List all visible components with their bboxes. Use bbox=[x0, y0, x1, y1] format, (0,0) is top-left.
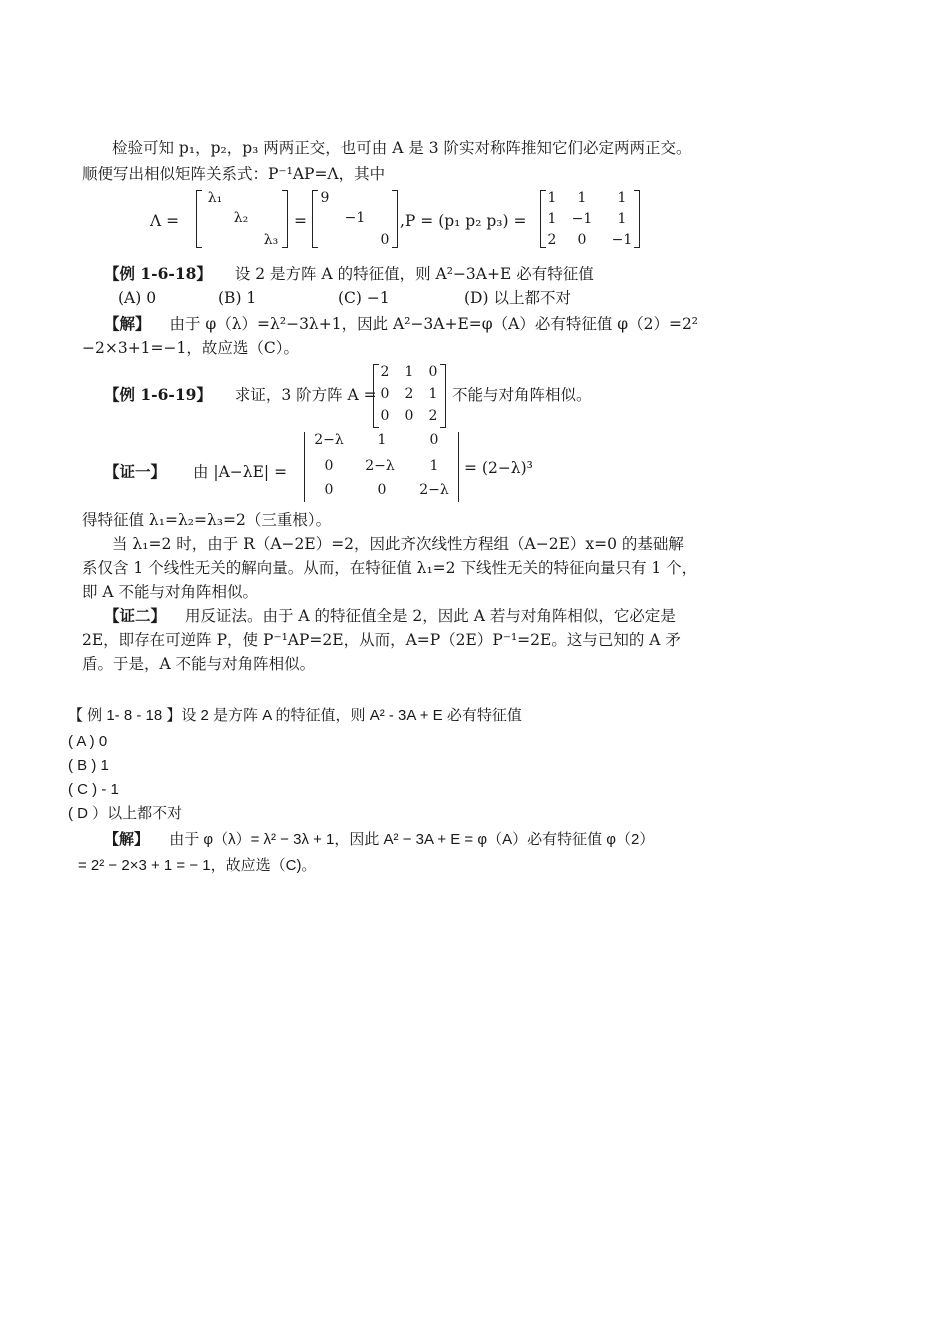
det-cell-3-1: 0 bbox=[324, 482, 334, 498]
solution-line-1 bbox=[104, 314, 698, 334]
num-diag-2: −1 bbox=[344, 210, 366, 226]
proof-1-line bbox=[104, 462, 287, 482]
num-diag-3: 0 bbox=[380, 232, 390, 248]
ex19-cell-2-3: 1 bbox=[428, 386, 438, 402]
det-cell-1-3: 0 bbox=[429, 432, 439, 448]
example-19-tail: 不能与对角阵相似。 bbox=[452, 386, 592, 404]
det-cell-1-2: 1 bbox=[377, 432, 387, 448]
p-cell-2-3: 1 bbox=[617, 211, 627, 227]
scan-line-1: 检验可知 p₁，p₂，p₃ 两两正交，也可由 A 是 3 阶实对称阵推知它们必定两两正交。 bbox=[112, 139, 692, 157]
proof-2-line-1 bbox=[104, 606, 676, 626]
example-19-text: 求证，3 阶方阵 A = bbox=[234, 386, 377, 404]
para1-line-1: 当 λ₁=2 时，由于 R（A−2E）=2，因此齐次线性方程组（A−2E）x=0 的基础解 bbox=[112, 535, 684, 553]
p-cell-3-1: 2 bbox=[547, 232, 557, 248]
p-matrix-right-bracket bbox=[634, 190, 640, 248]
example-18-option-a: (A) 0 bbox=[118, 289, 157, 307]
example-18-text: 设 2 是方阵 A 的特征值，则 A²−3A+E 必有特征值 bbox=[234, 265, 594, 283]
typed-solution-text-2: = 2² − 2×3 + 1 = − 1，故应选（C)。 bbox=[78, 857, 317, 874]
det-result: = (2−λ)³ bbox=[464, 459, 533, 477]
proof-2-text-3: 盾。于是，A 不能与对角阵相似。 bbox=[82, 655, 316, 673]
det-cell-2-1: 0 bbox=[324, 458, 334, 474]
example-18-line bbox=[104, 264, 594, 284]
det-cell-3-2: 0 bbox=[377, 482, 387, 498]
p-cell-1-2: 1 bbox=[577, 190, 587, 206]
example-18-label: 【例 1-6-18】 bbox=[104, 264, 212, 283]
lambda-diag-1: λ₁ bbox=[207, 190, 223, 206]
det-cell-2-3: 1 bbox=[429, 458, 439, 474]
solution-text-2: −2×3+1=−1，故应选（C）。 bbox=[82, 339, 299, 357]
proof-2-text-2: 2E，即存在可逆阵 P，使 P⁻¹AP=2E，从而，A=P（2E）P⁻¹=2E。这与已知的 A 矛 bbox=[82, 631, 681, 649]
num-diag-1: 9 bbox=[320, 190, 330, 206]
ex19-cell-1-3: 0 bbox=[428, 364, 438, 380]
ex19-cell-2-1: 0 bbox=[380, 386, 390, 402]
ex19-cell-2-2: 2 bbox=[404, 386, 414, 402]
matrix-equals: = bbox=[294, 212, 307, 230]
det-left-bar bbox=[304, 432, 305, 502]
proof-2-text-1: 用反证法。由于 A 的特征值全是 2，因此 A 若与对角阵相似，它必定是 bbox=[184, 607, 676, 625]
lambda-diag-2: λ₂ bbox=[233, 210, 249, 226]
typed-option-a: ( A ) 0 bbox=[68, 733, 108, 750]
proof-2-label: 【证二】 bbox=[104, 606, 167, 625]
typed-option-c: ( C ) - 1 bbox=[68, 781, 119, 798]
p-cell-1-1: 1 bbox=[547, 190, 557, 206]
ex19-cell-1-1: 2 bbox=[380, 364, 390, 380]
lambda-diag-3: λ₃ bbox=[263, 232, 279, 248]
ex19-cell-3-2: 0 bbox=[404, 408, 414, 424]
example-18-option-c: (C) −1 bbox=[338, 289, 390, 307]
lambda-matrix-right-bracket bbox=[282, 190, 288, 248]
p-cell-3-2: 0 bbox=[577, 232, 587, 248]
scan-line-2: 顺便写出相似矩阵关系式：P⁻¹AP=Λ，其中 bbox=[82, 165, 386, 183]
example-19-label: 【例 1-6-19】 bbox=[104, 385, 212, 404]
ex19-matrix-right-bracket bbox=[440, 364, 446, 428]
typed-solution-label: 【解】 bbox=[104, 831, 150, 848]
proof-1-label: 【证一】 bbox=[104, 462, 167, 481]
det-cell-1-1: 2−λ bbox=[314, 432, 344, 448]
num-matrix-right-bracket bbox=[392, 190, 398, 248]
typed-option-b: ( B ) 1 bbox=[68, 757, 109, 774]
example-18-option-d: (D) 以上都不对 bbox=[464, 289, 571, 307]
p-cell-2-2: −1 bbox=[571, 211, 593, 227]
lambda-equals: Λ = bbox=[150, 212, 180, 230]
proof-1-text: 由 |A−λE| = bbox=[192, 463, 288, 481]
det-right-bar bbox=[458, 432, 459, 502]
ex19-cell-3-1: 0 bbox=[380, 408, 390, 424]
ex19-cell-3-3: 2 bbox=[428, 408, 438, 424]
det-cell-2-2: 2−λ bbox=[365, 458, 395, 474]
example-18-option-b: (B) 1 bbox=[218, 289, 257, 307]
p-equals: ,P = (p₁ p₂ p₃) = bbox=[400, 212, 527, 230]
typed-title: 【 例 1- 8 - 18 】设 2 是方阵 A 的特征值，则 A² - 3A + E 必有特征值 bbox=[68, 707, 522, 724]
solution-text-1: 由于 φ（λ）=λ²−3λ+1，因此 A²−3A+E=φ（A）必有特征值 φ（2）=2² bbox=[169, 315, 699, 333]
para1-line-3: 即 A 不能与对角阵相似。 bbox=[82, 583, 259, 601]
para1-line-2: 系仅含 1 个线性无关的解向量。从而，在特征值 λ₁=2 下线性无关的特征向量只有 1 个， bbox=[82, 559, 698, 577]
ex19-cell-1-2: 1 bbox=[404, 364, 414, 380]
p-cell-1-3: 1 bbox=[617, 190, 627, 206]
example-19-line bbox=[104, 385, 377, 405]
eigenvalue-line: 得特征值 λ₁=λ₂=λ₃=2（三重根）。 bbox=[82, 511, 332, 529]
typed-solution-text-1: 由于 φ（λ）= λ² − 3λ + 1，因此 A² − 3A + E = φ（A）必有特征值 φ（2） bbox=[169, 831, 655, 848]
typed-solution-line-1 bbox=[104, 830, 654, 850]
p-cell-2-1: 1 bbox=[547, 211, 557, 227]
typed-option-d: ( D ）以上都不对 bbox=[68, 805, 183, 822]
det-cell-3-3: 2−λ bbox=[419, 482, 449, 498]
solution-label: 【解】 bbox=[104, 314, 151, 333]
p-cell-3-3: −1 bbox=[611, 232, 633, 248]
